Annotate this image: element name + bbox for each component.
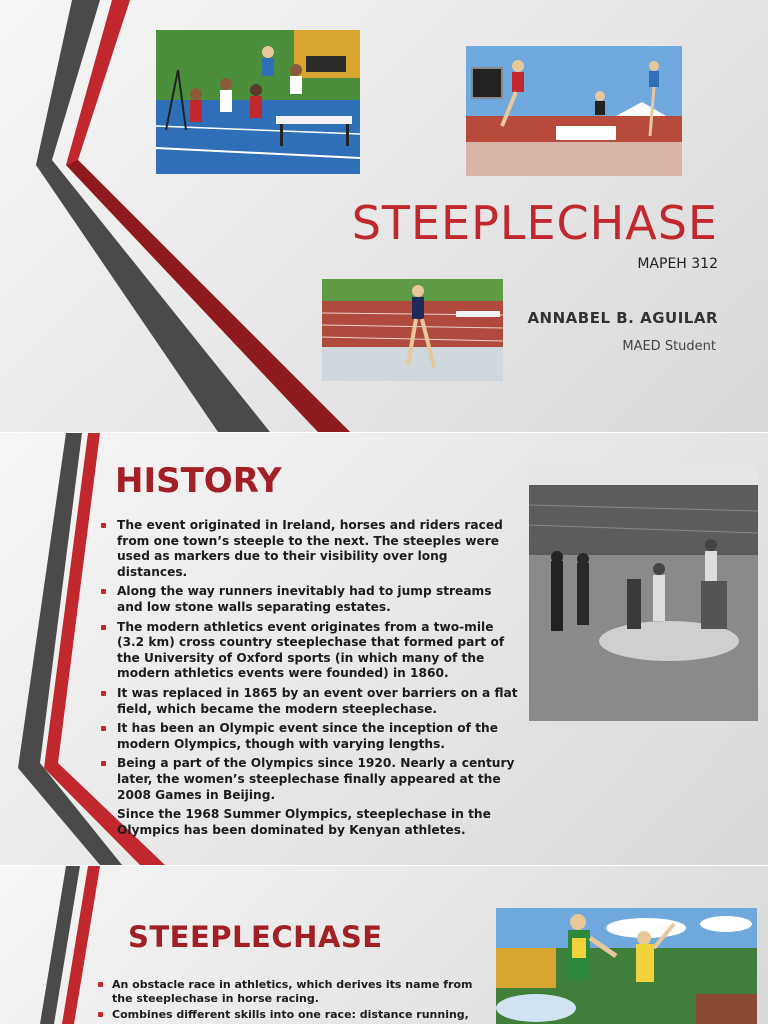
- bullet-icon: [98, 982, 103, 987]
- list-item: An obstacle race in athletics, which derives its name from the steeplechase in horse racing.: [96, 978, 486, 1005]
- list-item: The event originated in Ireland, horses and riders raced from one town’s steeple to the next. The steeples were used as markers due to their visibility over long distances.: [98, 518, 518, 580]
- slide-title: STEEPLECHASE: [351, 196, 718, 250]
- bullet-icon: [101, 523, 106, 528]
- list-item: Along the way runners inevitably had to jump streams and low stone walls separating estates.: [98, 584, 518, 615]
- list-item: Combines different skills into one race: distance running,: [96, 1008, 486, 1022]
- water-jump-photo: [466, 46, 682, 176]
- steeplechase-heading: STEEPLECHASE: [128, 920, 383, 954]
- history-bullet-list: [98, 518, 518, 842]
- water-jump-athletes-photo: [496, 908, 757, 1024]
- author-role: MAED Student: [622, 339, 716, 354]
- bullet-icon: [101, 761, 106, 766]
- historic-steeplechase-photo: [529, 465, 758, 721]
- list-item: It was replaced in 1865 by an event over barriers on a flat field, which became the modern steeplechase.: [98, 686, 518, 717]
- list-item: Being a part of the Olympics since 1920. Nearly a century later, the women’s steeplechase finally appeared at the 2008 Games in Beijing.: [98, 756, 518, 803]
- history-slide: [0, 433, 768, 865]
- steeplechase-runner-photo: [322, 279, 503, 381]
- hurdle-race-photo: [156, 30, 360, 174]
- steeplechase-bullet-list: [96, 978, 486, 1024]
- title-slide: [0, 0, 768, 432]
- list-item: The modern athletics event originates from a two-mile (3.2 km) cross country steeplechase that formed part of the University of Oxford sports (in which many of the modern athletics events were founded) in 1860.: [98, 620, 518, 682]
- bullet-icon: [101, 589, 106, 594]
- steeplechase-slide: [0, 866, 768, 1024]
- bullet-icon: [101, 625, 106, 630]
- bullet-icon: [101, 726, 106, 731]
- list-item: Since the 1968 Summer Olympics, steeplechase in the Olympics has been dominated by Kenyan athletes.: [117, 807, 491, 837]
- bullet-icon: [101, 691, 106, 696]
- history-heading: HISTORY: [115, 461, 282, 501]
- list-item: It has been an Olympic event since the inception of the modern Olympics, though with varying lengths.: [98, 721, 518, 752]
- bullet-icon: [98, 1012, 103, 1017]
- course-code: MAPEH 312: [637, 256, 718, 272]
- author-name: ANNABEL B. AGUILAR: [527, 309, 718, 327]
